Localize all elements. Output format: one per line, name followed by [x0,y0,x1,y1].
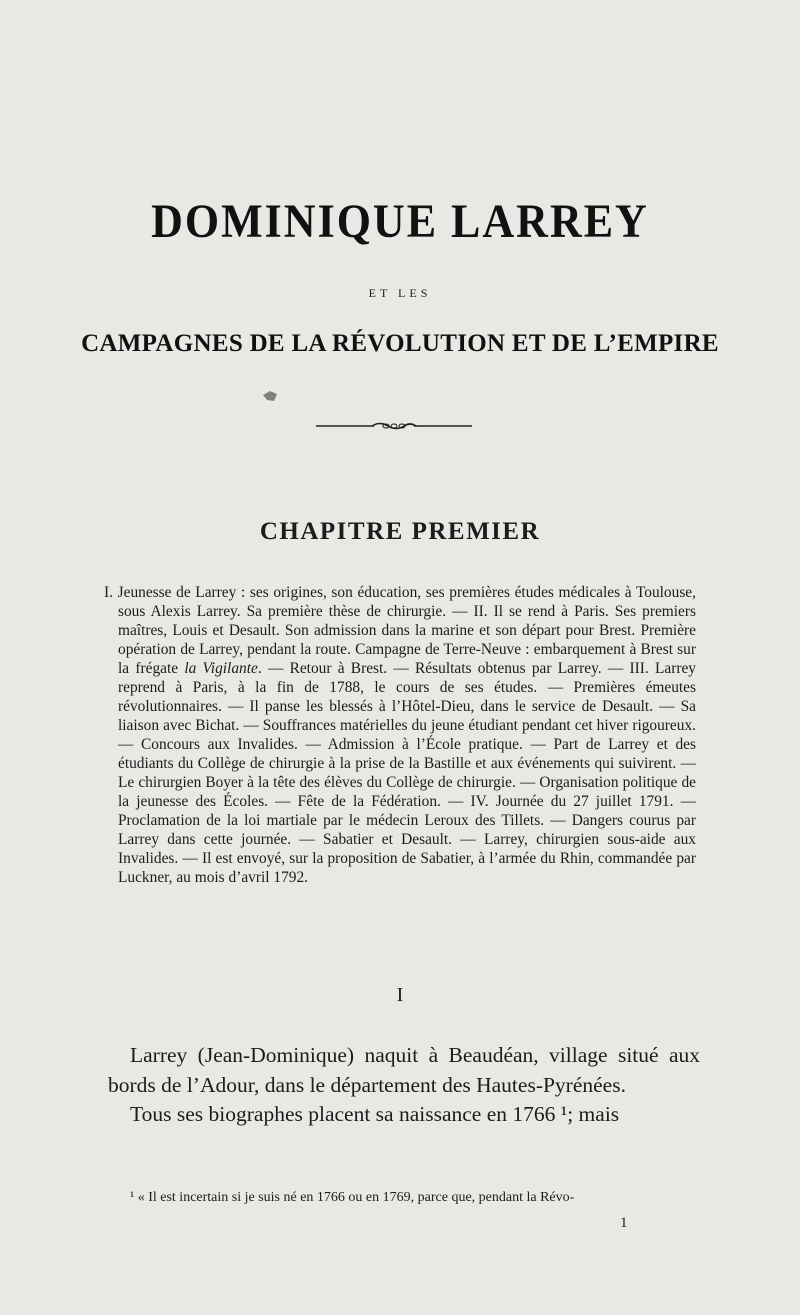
chapter-summary [104,583,696,887]
book-title: DOMINIQUE LARREY [151,195,649,248]
ink-smudge [262,390,278,402]
title-connector: ET LES [368,286,432,300]
body-text [108,1041,700,1130]
summary-text-part1: I. Jeunesse de Larrey : ses origines, son éducation, ses premières études médicales à Toulouse, sous Alexis Larrey. Sa première thèse de chirurgie. — II. Il se rend à Paris. Ses premiers maîtres, Louis et Desault. Son admission dans la marine et son départ pour Brest. Première opération de Larrey, pendant la route. Campagne de Terre-Neuve : embarquement à Brest sur la frégate [104,584,696,677]
body-paragraph-2: Tous ses biographes placent sa naissance en 1766 ¹; mais [130,1102,620,1126]
summary-ship-name: la Vigilante [184,660,258,677]
body-paragraph-1: Larrey (Jean-Dominique) naquit à Beaudéan, village situé aux bords de l’Adour, dans le département des Hautes-Pyrénées. [108,1043,700,1097]
section-number: I [396,984,404,1006]
page-number: 1 [620,1215,628,1231]
book-subtitle: CAMPAGNES DE LA RÉVOLUTION ET DE L’EMPIRE [81,330,719,357]
ornamental-rule [314,418,474,434]
summary-text-part2: . — Retour à Brest. — Résultats obtenus par Larrey. — III. Larrey reprend à Paris, à la fin de 1788, le cours de ses études. — Premières émeutes révolutionnaires. — Il panse les blessés à l’Hôtel-Dieu, dans le service de Desault. — Sa liaison avec Bichat. — Souffrances matérielles du jeune étudiant pendant cet hiver rigoureux. — Concours aux Invalides. — Admission à l’École pratique. — Part de Larrey et des étudiants du Collège de chirurgie à la prise de la Bastille et aux événements qui suivirent. — Le chirurgien Boyer à la tête des élèves du Collège de chirurgie. — Organisation politique de la jeunesse des Écoles. — Fête de la Fédération. — IV. Journée du 27 juillet 1791. — Proclamation de la loi martiale par le médecin Leroux des Tillets. — Dangers courus par Larrey dans cette journée. — Sabatier et Desault. — Larrey, chirurgien sous-aide aux Invalides. — Il est envoyé, sur la proposition de Sabatier, à l’armée du Rhin, commandée par Luckner, au mois d’avril 1792. [118,660,696,886]
chapter-heading: CHAPITRE PREMIER [259,518,541,545]
footnote: ¹ « Il est incertain si je suis né en 1766 ou en 1769, parce que, pendant la Révo- [130,1190,575,1205]
